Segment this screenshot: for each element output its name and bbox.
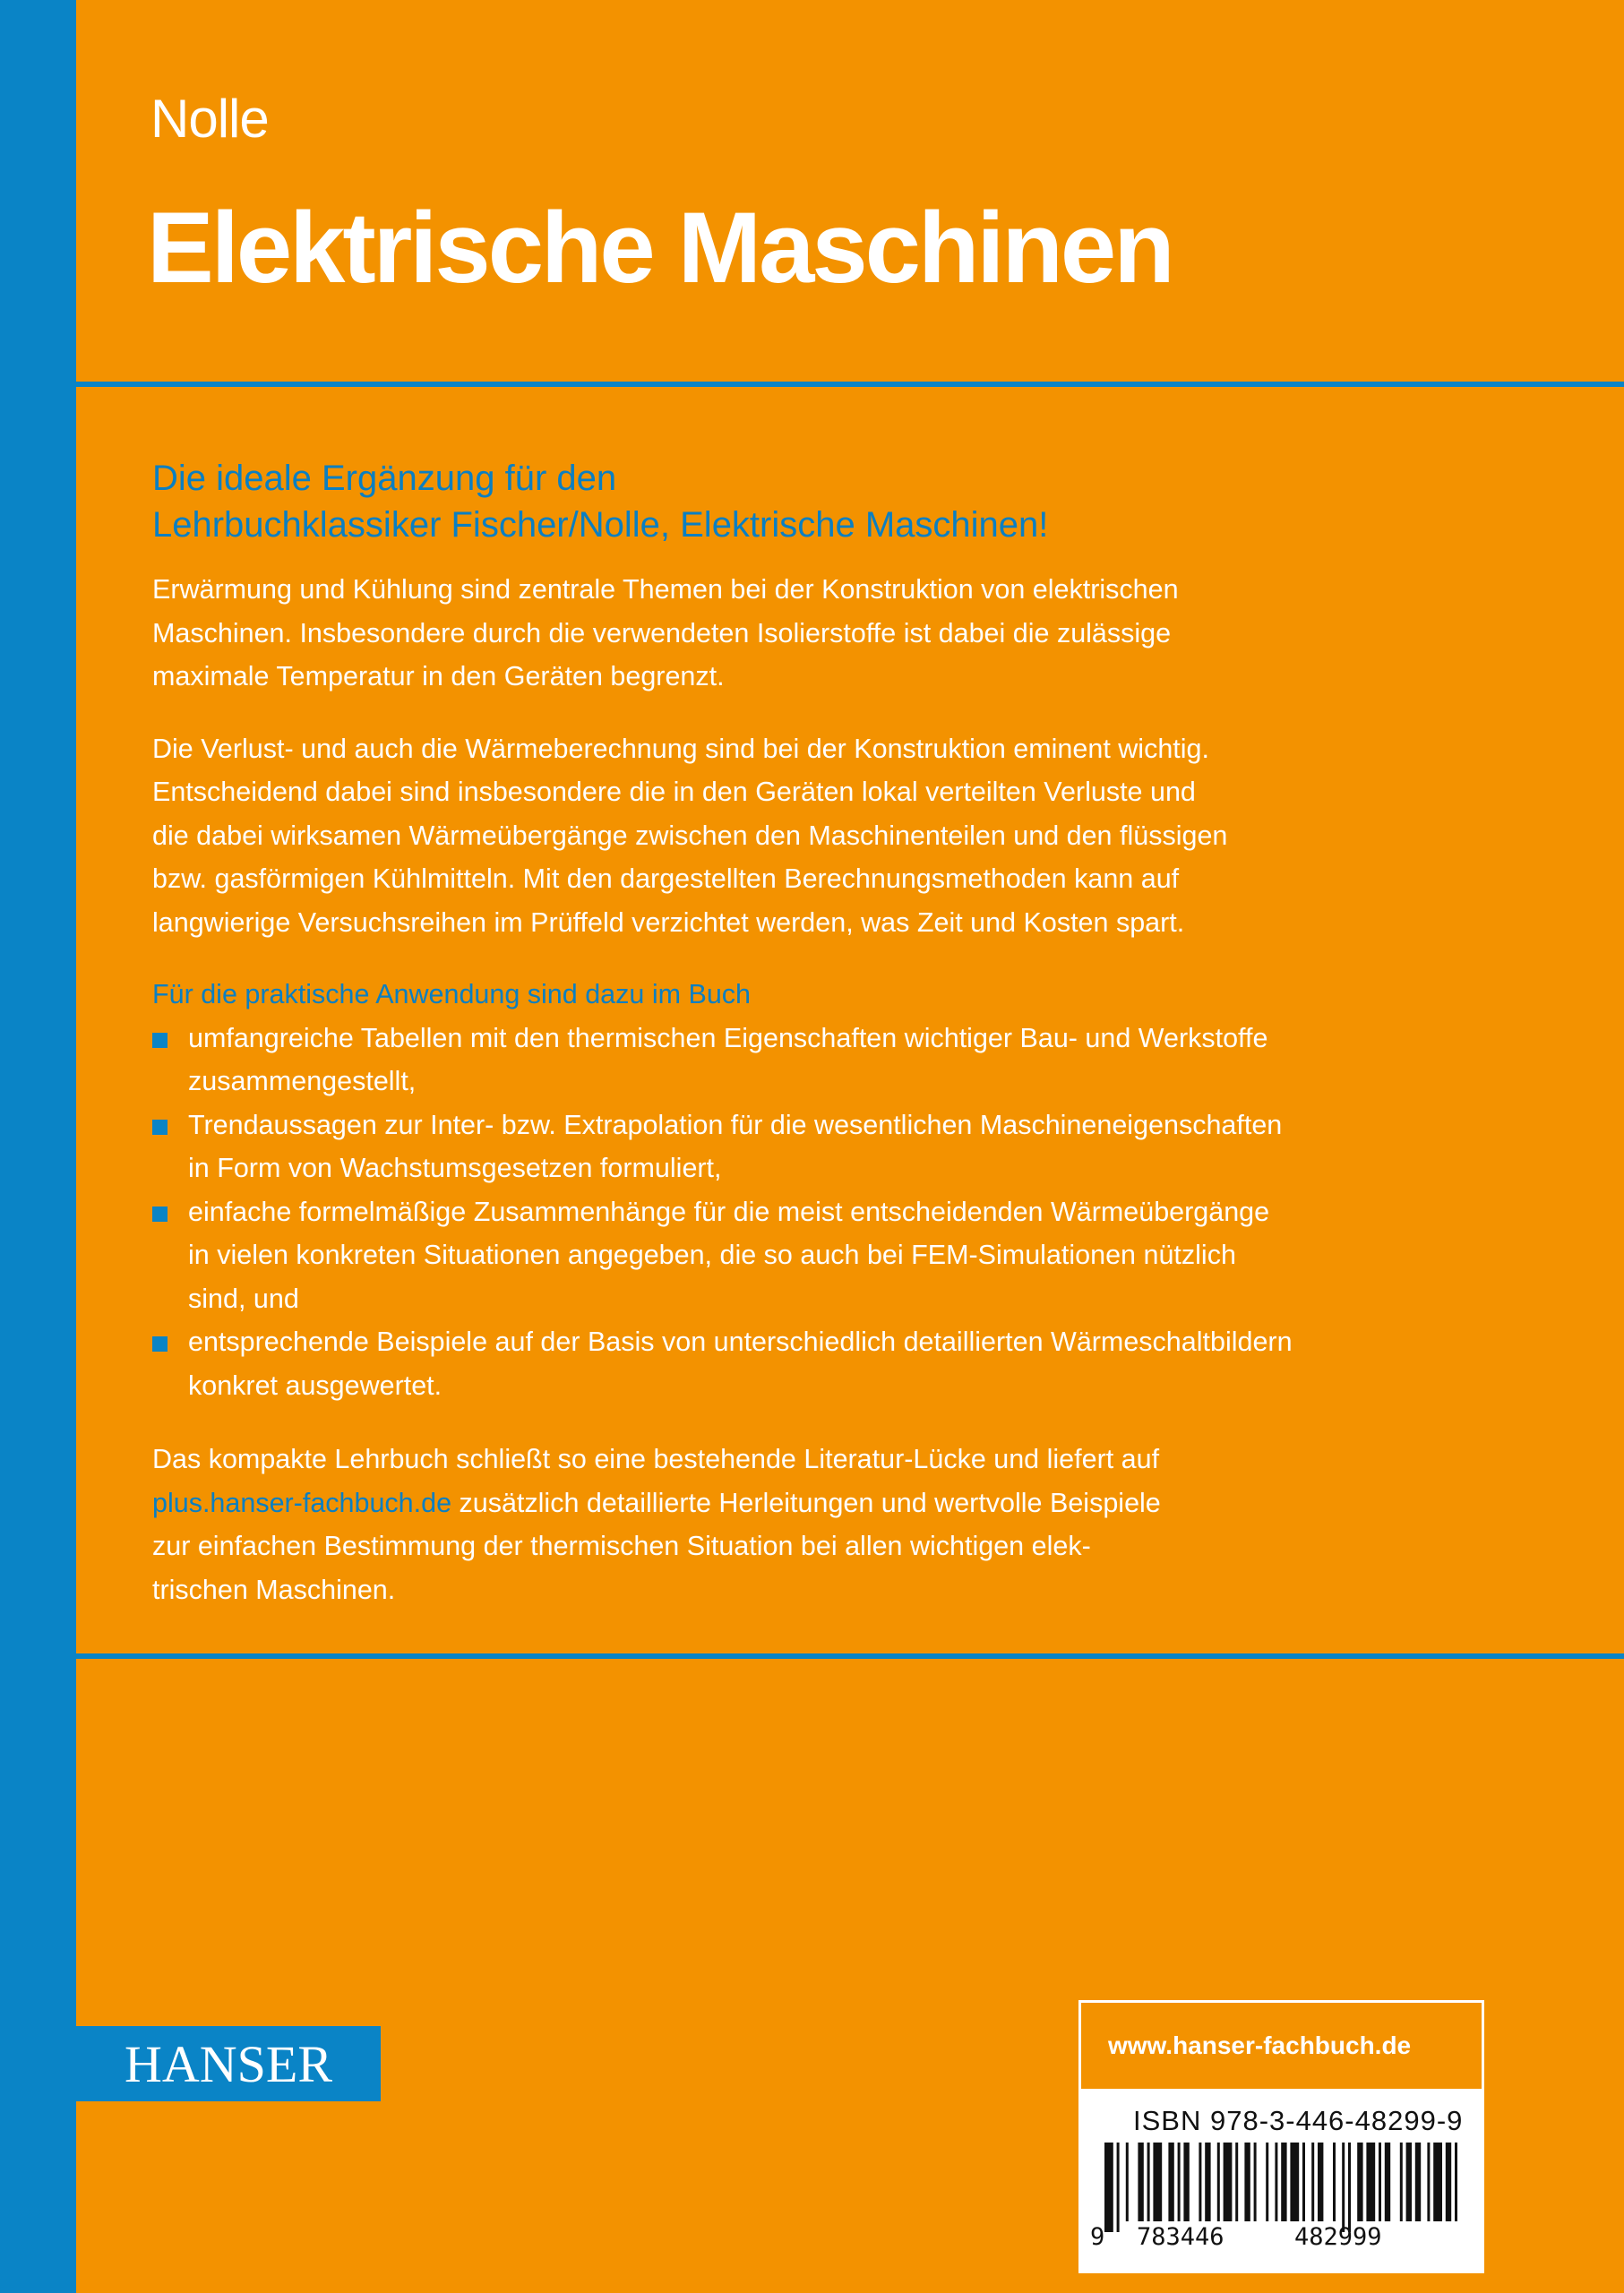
barcode-bar [1183, 2143, 1189, 2221]
barcode-bar [1290, 2143, 1299, 2221]
barcode-bar [1104, 2143, 1113, 2232]
text-line: trischen Maschinen. [152, 1574, 396, 1605]
list-item [152, 1017, 1268, 1104]
headline-line: Die ideale Ergänzung für den [152, 459, 617, 498]
barcode-bar [1126, 2143, 1129, 2221]
book-title: Elektrische Maschinen [147, 192, 1173, 304]
text-line: zur einfachen Bestimmung der thermischen Situation bei allen wichtigen elek- [152, 1531, 1091, 1561]
barcode-bar [1244, 2143, 1250, 2221]
text-line: Entscheidend dabei sind insbesondere die in den Geräten lokal verteilten Verluste und [152, 777, 1196, 807]
text-line: Die Verlust- und auch die Wärmeberechnung sind bei der Konstruktion eminent wichtig. [152, 733, 1209, 764]
isbn-label: ISBN 978-3-446-48299-9 [1133, 2105, 1464, 2136]
barcode-bar [1205, 2143, 1210, 2221]
text-line: Erwärmung und Kühlung sind zentrale Themen bei der Konstruktion von elektrischen [152, 574, 1179, 605]
list-item-line: einfache formelmäßige Zusammenhänge für die meist entscheidenden Wärmeübergänge [188, 1196, 1270, 1227]
barcode-bar [1138, 2143, 1143, 2221]
barcode-digits-right: 482999 [1294, 2223, 1382, 2251]
barcode-bar [1333, 2143, 1336, 2221]
barcode-bar [1433, 2143, 1442, 2221]
publisher-website[interactable]: www.hanser-fachbuch.de [1081, 2003, 1482, 2089]
text-line: Das kompakte Lehrbuch schließt so eine bestehende Literatur-Lücke und liefert auf [152, 1444, 1160, 1474]
barcode-bar [1342, 2143, 1345, 2232]
hanser-logo: HANSER [76, 2026, 381, 2101]
barcode-bar [1318, 2143, 1323, 2221]
barcode-bar [1385, 2143, 1390, 2221]
barcode-bar [1455, 2143, 1457, 2221]
barcode-bar [1302, 2143, 1305, 2221]
isbn-box [1078, 2000, 1484, 2273]
back-cover-text [152, 455, 1293, 1640]
headline-line: Lehrbuchklassiker Fischer/Nolle, Elektrische Maschinen! [152, 505, 1049, 545]
barcode-bar [1224, 2143, 1233, 2221]
barcode-bar [1275, 2143, 1277, 2221]
text-segment: zusätzlich detaillierte Herleitungen und wertvolle Beispiele [451, 1487, 1161, 1518]
paragraph-2 [152, 727, 1236, 945]
text-line: Maschinen. Insbesondere durch die verwendeten Isolierstoffe ist dabei die zulässige [152, 617, 1172, 648]
list-lead: Für die praktische Anwendung sind dazu im Buch [152, 979, 751, 1009]
barcode-bar [1199, 2143, 1201, 2221]
barcode-bar [1178, 2143, 1181, 2221]
barcode-bar [1168, 2143, 1173, 2221]
barcode-bar [1357, 2143, 1362, 2221]
list-item-line: in vielen konkreten Situationen angegeben, die so auch bei FEM-Simulationen nützlich [188, 1240, 1236, 1270]
barcode-bar [1217, 2143, 1220, 2221]
barcode-bar [1281, 2143, 1286, 2221]
text-line: langwierige Versuchsreihen im Prüffeld verzichtet werden, was Zeit und Kosten spart. [152, 906, 1185, 938]
list-item-line: umfangreiche Tabellen mit den thermischen Eigenschaften wichtiger Bau- und Werkstoffe [188, 1022, 1268, 1053]
barcode-bar [1266, 2143, 1268, 2221]
barcode-bar [1311, 2143, 1314, 2221]
feature-list [152, 1017, 1293, 1408]
barcode-bar [1400, 2143, 1403, 2221]
barcode-graphic [1104, 2143, 1458, 2232]
barcode-bar [1348, 2143, 1351, 2232]
barcode-bar [1153, 2143, 1162, 2221]
list-item [152, 1320, 1293, 1407]
list-item-line: zusammengestellt, [188, 1066, 417, 1096]
barcode-bar [1415, 2143, 1421, 2221]
barcode-bar [1406, 2143, 1412, 2221]
barcode-bar [1117, 2143, 1120, 2232]
text-line: maximale Temperatur in den Geräten begrenzt. [152, 661, 725, 691]
list-item-line: in Form von Wachstumsgesetzen formuliert, [188, 1153, 722, 1183]
blue-spine-strip [0, 0, 76, 2293]
barcode-bar [1379, 2143, 1381, 2221]
barcode-bar [1147, 2143, 1150, 2221]
list-item [152, 1190, 1270, 1321]
list-item-line: Trendaussagen zur Inter- bzw. Extrapolation für die wesentlichen Maschineneigenschaften [188, 1109, 1283, 1140]
text-line [152, 1481, 1236, 1525]
barcode-digit-first: 9 [1090, 2223, 1105, 2251]
barcode-bar [1366, 2143, 1375, 2221]
barcode-digits-left: 783446 [1137, 2223, 1224, 2251]
paragraph-1 [152, 568, 1236, 699]
top-divider [76, 382, 1624, 387]
closing-paragraph [152, 1438, 1236, 1611]
list-item-line: entsprechende Beispiele auf der Basis von unterschiedlich detaillierten Wärmeschaltbildern [188, 1327, 1293, 1357]
barcode-bar [1446, 2143, 1451, 2221]
list-item-line: konkret ausgewertet. [188, 1370, 443, 1401]
bottom-divider [76, 1653, 1624, 1659]
barcode-bar [1235, 2143, 1238, 2221]
headline [152, 455, 1236, 548]
list-item-line: sind, und [188, 1283, 299, 1314]
author-name: Nolle [150, 89, 269, 149]
text-line: bzw. gasförmigen Kühlmitteln. Mit den dargestellten Berechnungsmethoden kann auf [152, 863, 1180, 894]
barcode-bar [1254, 2143, 1257, 2221]
list-item [152, 1104, 1283, 1190]
text-line: die dabei wirksamen Wärmeübergänge zwischen den Maschinenteilen und den flüssigen [152, 820, 1228, 851]
barcode-bar [1427, 2143, 1430, 2221]
companion-website-link[interactable]: plus.hanser-fachbuch.de [152, 1487, 452, 1518]
